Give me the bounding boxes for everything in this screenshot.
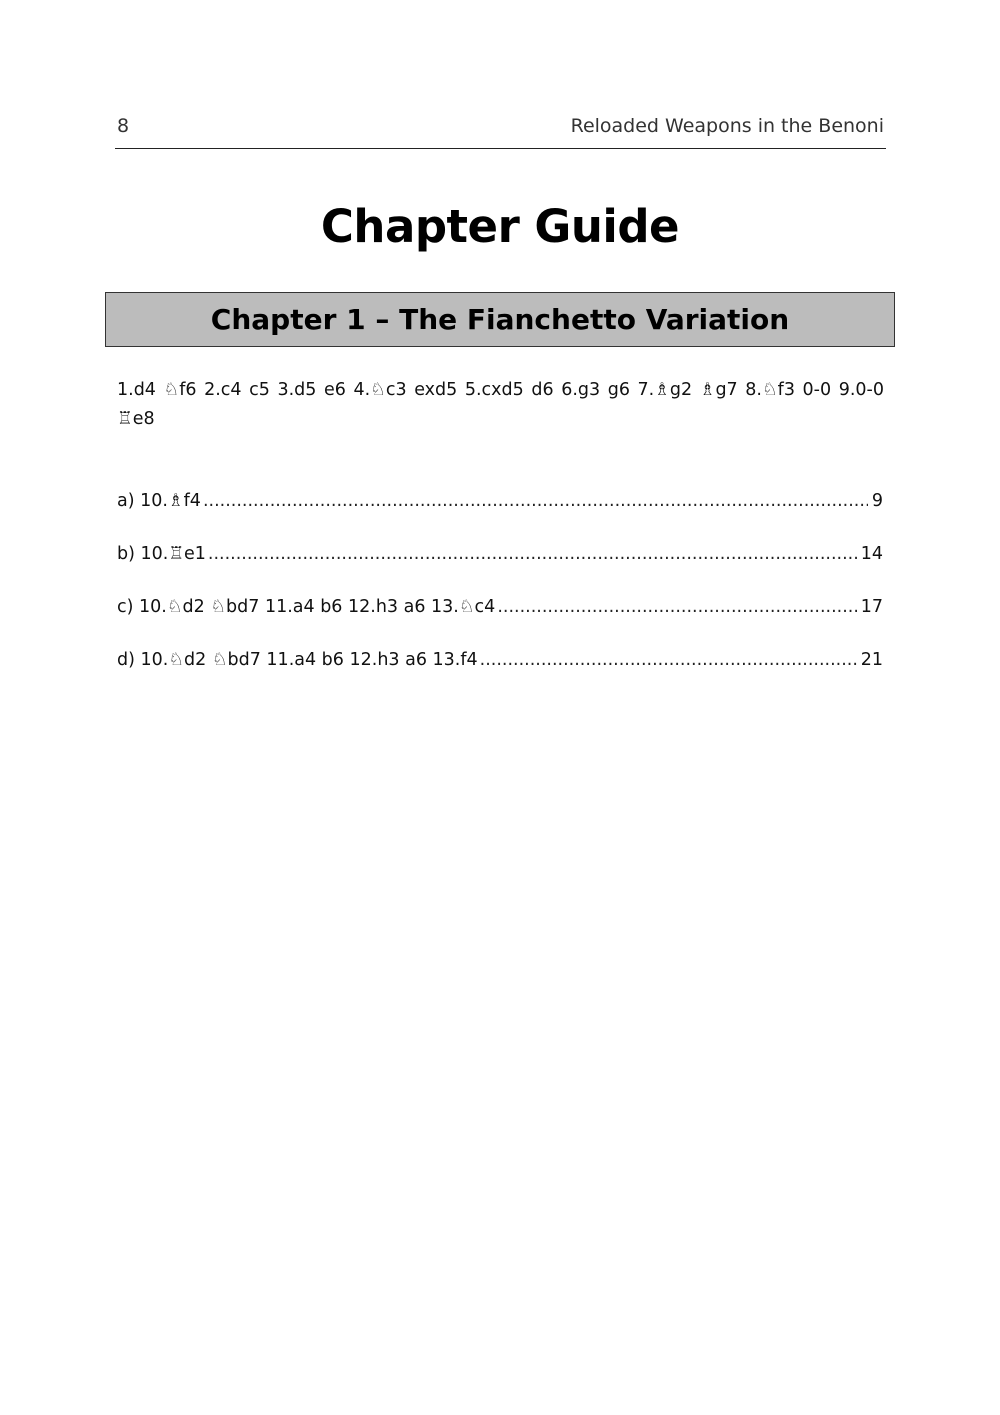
book-title: Reloaded Weapons in the Benoni xyxy=(570,115,884,137)
toc-entry-page: 21 xyxy=(860,650,883,670)
toc-entry-a[interactable] xyxy=(117,487,883,540)
main-line-moves: 1.d4 ♘f6 2.c4 c5 3.d5 e6 4.♘c3 exd5 5.cxd5 d6 6.g3 g6 7.♗g2 ♗g7 8.♘f3 0-0 9.0-0 ♖e8 xyxy=(117,380,884,429)
toc-entry-label: c) 10.♘d2 ♘bd7 11.a4 b6 12.h3 a6 13.♘c4 xyxy=(117,597,496,617)
dot-leader xyxy=(203,487,868,516)
toc-entry-d[interactable] xyxy=(117,646,883,699)
page-title: Chapter Guide xyxy=(320,200,680,253)
toc-entry-page: 14 xyxy=(860,544,883,564)
chapter-heading-box xyxy=(105,292,895,347)
page-number: 8 xyxy=(117,115,130,137)
dot-leader xyxy=(208,540,857,569)
running-head xyxy=(115,112,886,149)
toc-entry-label: a) 10.♗f4 xyxy=(117,491,201,511)
toc-entry-page: 17 xyxy=(860,597,883,617)
toc-entry-label: b) 10.♖e1 xyxy=(117,544,206,564)
toc-entry-label: d) 10.♘d2 ♘bd7 11.a4 b6 12.h3 a6 13.f4 xyxy=(117,650,478,670)
dot-leader xyxy=(480,646,857,675)
toc-entry-c[interactable] xyxy=(117,593,883,646)
toc-entry-b[interactable] xyxy=(117,540,883,593)
chapter-heading: Chapter 1 – The Fianchetto Variation xyxy=(210,303,790,336)
table-of-contents xyxy=(117,487,883,699)
dot-leader xyxy=(497,593,856,622)
toc-entry-page: 9 xyxy=(871,491,883,511)
